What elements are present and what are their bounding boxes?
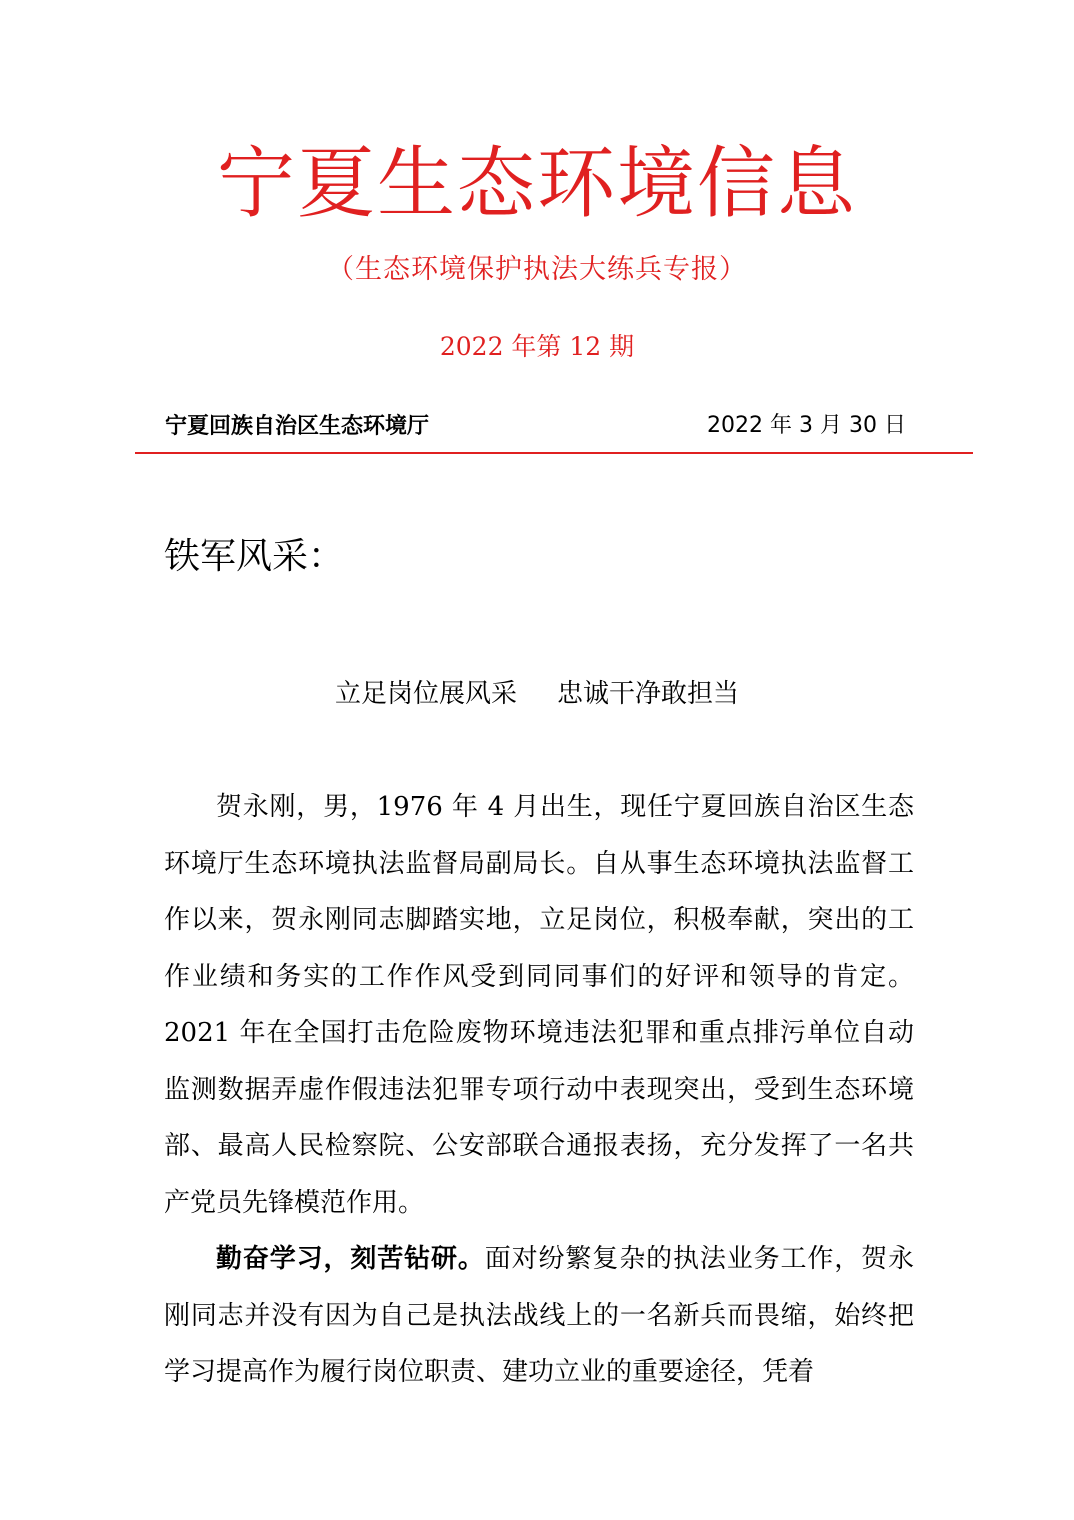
issue-date: 2022 年 3 月 30 日 [707,413,906,438]
paragraph-1-text: 贺永刚，男，1976 年 4 月出生，现任宁夏回族自治区生态环境厅生态环境执法监督局副局长。自从事生态环境执法监督工作以来，贺永刚同志脚踏实地，立足岗位，积极奉献，突出的工作业绩和务实的工作作风受到同同事们的好评和领导的肯定。2021 年在全国打击危险废物环境违法犯罪和重点排污单位自动监测数据弄虚作假违法犯罪专项行动中表现突出，受到生态环境部、最高人民检察院、公安部联合通报表扬，充分发挥了一名共产党员先锋模范作用。 [164,792,914,1218]
masthead-title: 宁夏生态环境信息 [216,139,857,229]
section-title: 铁军风采： [164,536,345,577]
paragraph-2 [164,1231,914,1401]
headline-part-2: 忠诚干净敢担当 [557,679,740,709]
article-headline [0,672,1074,716]
article-body [164,779,914,1401]
red-divider [135,452,973,454]
paragraph-2-lead: 勤奋学习，刻苦钻研。 [216,1244,485,1274]
paragraph-2-text: 面对纷繁复杂的执法业务工作，贺永刚同志并没有因为自己是执法战线上的一名新兵而畏缩，始终把学习提高作为履行岗位职责、建功立业的重要途径，凭着 [164,1244,914,1387]
headline-part-1: 立足岗位展风采 [334,679,517,709]
issuing-organization: 宁夏回族自治区生态环境厅 [165,413,430,439]
issue-number: 2022 年第 12 期 [439,332,635,361]
paragraph-1 [164,779,914,1231]
masthead-subtitle: （生态环境保护执法大练兵专报） [327,254,747,285]
